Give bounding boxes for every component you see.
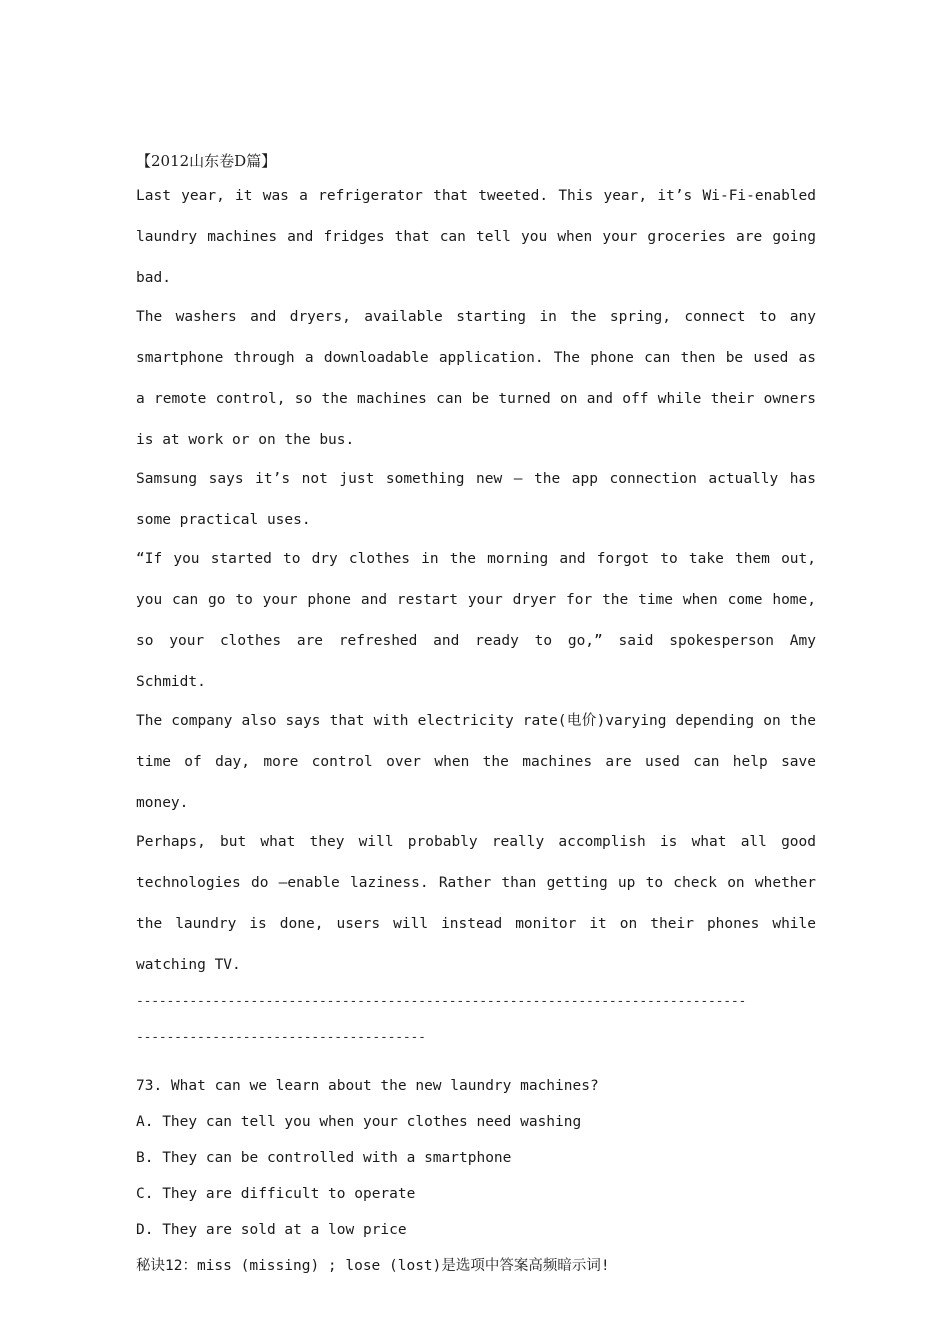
option-d: D. They are sold at a low price [136,1222,407,1238]
passage-paragraph-1: Last year, it was a refrigerator that tweeted. This year, it’s Wi-Fi-enabled laundry machines and fridges that can tell you when your groceries are going bad. [136,188,816,286]
passage-paragraph-6: Perhaps, but what they will probably really accomplish is what all good technologies do —enable laziness. Rather than getting up to check on whether the laundry is done, users will instead monitor it on their phones while watching TV. [136,834,816,973]
option-b: B. They can be controlled with a smartphone [136,1150,512,1166]
option-a: A. They can tell you when your clothes need washing [136,1114,582,1130]
passage-paragraph-3: Samsung says it’s not just something new — the app connection actually has some practical uses. [136,471,816,528]
option-c: C. They are difficult to operate [136,1186,416,1202]
question-stem: 73. What can we learn about the new laundry machines? [136,1078,599,1094]
divider-line-short: -------------------------------------- [136,1030,426,1045]
passage-paragraph-4: “If you started to dry clothes in the morning and forgot to take them out, you can go to your phone and restart your dryer for the time when come home, so your clothes are refreshed and ready to go,” said spokesperson Amy Schmidt. [136,551,816,690]
answer-tip: 秘诀12：miss (missing) ; lose (lost)是选项中答案高频暗示词! [136,1258,610,1274]
passage-paragraph-2: The washers and dryers, available starting in the spring, connect to any smartphone through a downloadable application. The phone can then be used as a remote control, so the machines can be turned on and off while their owners is at work or on the bus. [136,309,816,448]
passage-heading: 【2012山东卷D篇】 [136,152,277,170]
passage-paragraph-5: The company also says that with electricity rate(电价)varying depending on the time of day, more control over when the machines are used can help save money. [136,713,816,811]
question-block [136,1068,816,1284]
divider-line-long: -------------------------------------------------------------------------------- [136,994,747,1009]
document-page [136,148,816,1284]
